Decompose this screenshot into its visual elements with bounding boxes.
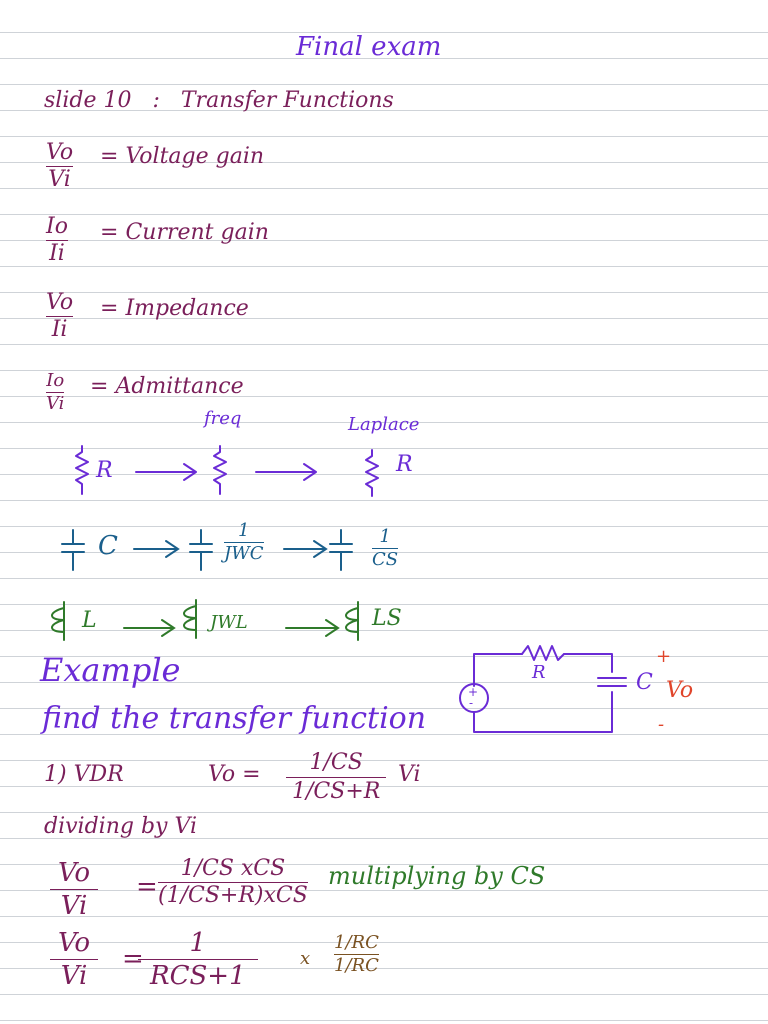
step3-lhs-fraction: Vo Vi <box>58 930 90 989</box>
slide-topic: Transfer Functions <box>180 88 394 113</box>
output-plus-sign: + <box>656 646 672 667</box>
inductor-time-label: L <box>82 608 97 633</box>
step3-rhs-fraction: 1 RCS+1 <box>150 930 246 989</box>
def-admittance-fraction: Io Vi <box>46 370 65 414</box>
vdr-lhs: Vo = <box>208 762 261 787</box>
output-minus-sign: - <box>658 714 665 735</box>
circuit-wire-right <box>474 692 612 732</box>
example-task: find the transfer function <box>42 701 427 736</box>
vdr-rhs: Vi <box>398 762 421 787</box>
capacitor-time-label: C <box>98 531 118 561</box>
def-impedance-fraction: Vo Ii <box>46 290 74 342</box>
slide-label: slide 10 <box>44 88 132 113</box>
step3-times: x <box>300 948 311 969</box>
def-voltage-fraction: Vo Vi <box>46 140 74 192</box>
example-heading: Example <box>40 651 181 689</box>
inductor-laplace-label: LS <box>372 606 402 631</box>
circuit-resistor-icon <box>522 646 564 660</box>
resistor-time-label: R <box>96 458 113 483</box>
page-title: Final exam <box>296 32 442 62</box>
output-voltage-label: Vo <box>666 678 694 703</box>
vdr-label: 1) VDR <box>44 762 124 787</box>
def-current-fraction: Io Ii <box>46 214 68 266</box>
circuit-capacitor-label: C <box>636 670 653 695</box>
circuit-resistor-label: R <box>532 662 546 683</box>
capacitor-freq-fraction: 1 JWC <box>224 520 264 564</box>
source-minus-sign: - <box>469 696 474 710</box>
def-admittance-text: = Admittance <box>90 374 244 399</box>
circuit-capacitor-icon <box>598 678 626 686</box>
resistor-laplace-label: R <box>396 452 413 477</box>
def-voltage-text: = Voltage gain <box>100 144 265 169</box>
circuit-wire-top-right <box>564 654 612 672</box>
def-impedance-text: = Impedance <box>100 296 249 321</box>
vdr-fraction: 1/CS 1/CS+R <box>292 752 380 803</box>
step3-factor-fraction: 1/RC 1/RC <box>334 932 379 976</box>
step2-rhs-fraction: 1/CS xCS (1/CS+R)xCS <box>158 856 308 908</box>
circuit-wire-top-left <box>474 654 522 686</box>
inductor-freq-label: JWL <box>210 612 248 633</box>
capacitor-laplace-fraction: 1 CS <box>372 526 399 570</box>
def-current-text: = Current gain <box>100 220 269 245</box>
dividing-note: dividing by Vi <box>44 814 197 839</box>
step2-equals: = <box>136 872 158 902</box>
slide-colon: : <box>152 88 160 113</box>
freq-domain-label: freq <box>204 408 242 429</box>
step2-lhs-fraction: Vo Vi <box>58 860 90 919</box>
step2-note: multiplying by CS <box>328 862 546 890</box>
source-plus-sign: + <box>468 685 479 699</box>
laplace-domain-label: Laplace <box>348 414 420 435</box>
step3-equals: = <box>122 944 144 974</box>
